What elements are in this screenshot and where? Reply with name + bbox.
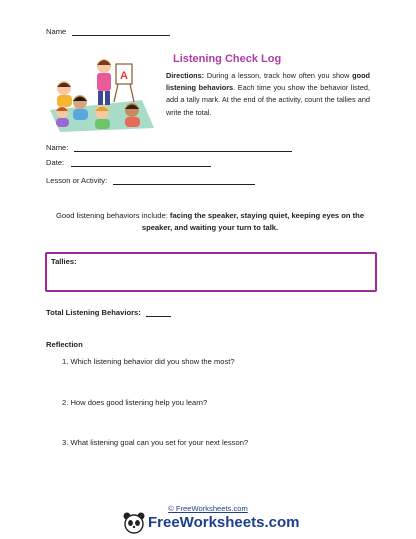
- form-name-row: [46, 143, 292, 152]
- reflection-question: 3. What listening goal can you set for your next lesson?: [62, 438, 249, 447]
- form-date-row: [46, 158, 211, 167]
- classroom-illustration: [46, 52, 156, 134]
- behaviors-text: [46, 210, 374, 234]
- form-lesson-field[interactable]: [113, 184, 255, 185]
- directions-label: Directions:: [166, 71, 205, 80]
- panda-logo-icon: [123, 512, 145, 534]
- page-title: Listening Check Log: [173, 53, 282, 65]
- reflection-question: 1. Which listening behavior did you show the most?: [62, 357, 235, 366]
- form-lesson-row: [46, 176, 255, 185]
- header-name-field[interactable]: [72, 35, 170, 36]
- reflection-heading: Reflection: [46, 340, 83, 349]
- directions-post: . Each time you show the behavior listed, add a tally mark. At the end of the activity, count the tallies and write the total.: [166, 83, 370, 117]
- header-name-label: Name: [46, 27, 67, 36]
- form-name-label: Name:: [46, 143, 69, 152]
- directions-text: [166, 70, 370, 119]
- directions-bold: good listening behaviors: [166, 71, 370, 93]
- footer-logo-text: FreeWorksheets.com: [148, 514, 300, 531]
- total-label: Total Listening Behaviors:: [46, 308, 141, 317]
- form-date-label: Date:: [46, 158, 65, 167]
- total-row: [46, 308, 171, 317]
- reflection-question: 2. How does good listening help you learn?: [62, 398, 208, 407]
- copyright-link[interactable]: © FreeWorksheets.com: [168, 504, 248, 513]
- svg-text:A: A: [120, 70, 128, 82]
- behaviors-intro: Good listening behaviors include:: [55, 211, 170, 220]
- tallies-box[interactable]: [45, 252, 377, 292]
- form-date-field[interactable]: [71, 166, 211, 167]
- tallies-label: Tallies:: [51, 257, 77, 266]
- form-lesson-label: Lesson or Activity:: [46, 176, 108, 185]
- total-field[interactable]: [146, 316, 171, 317]
- behaviors-list: facing the speaker, staying quiet, keeping eyes on the speaker, and waiting your turn to talk.: [141, 211, 365, 232]
- directions-pre: During a lesson, track how often you show: [204, 71, 353, 80]
- form-name-field[interactable]: [74, 151, 292, 152]
- header-name-row: [46, 27, 170, 36]
